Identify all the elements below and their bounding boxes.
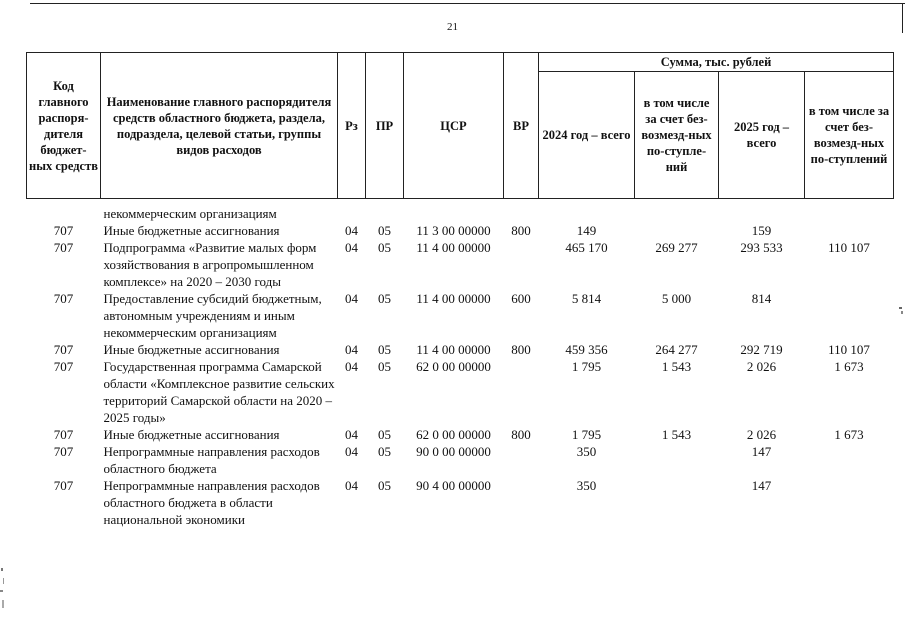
- cell-vr: 800: [511, 223, 531, 238]
- cell-2025-total: 147: [751, 478, 772, 493]
- table-row: [27, 205, 894, 222]
- cell-2024-free: 1 543: [661, 359, 692, 374]
- cell-2024-total: 149: [576, 223, 597, 238]
- cell-2024-free: 269 277: [655, 240, 698, 255]
- cell-csr: 90 0 00 00000: [416, 444, 491, 459]
- header-2024-free: в том числе за счет без-возмезд-ных по-ступле-ний: [635, 72, 719, 199]
- header-pr: ПР: [366, 53, 404, 199]
- cell-name: Иные бюджетные ассигнования: [103, 427, 280, 442]
- cell-2025-free: 1 673: [834, 359, 864, 374]
- cell-pr: [366, 205, 404, 222]
- cell-2025-total: 292 719: [740, 342, 783, 357]
- cell-code: 707: [53, 478, 74, 493]
- cell-csr: 62 0 00 00000: [416, 359, 491, 374]
- cell-rz: 04: [345, 291, 358, 306]
- cell-vr: [504, 239, 539, 290]
- cell-csr: 11 3 00 00000: [416, 223, 491, 238]
- cell-2024-total: [539, 205, 635, 222]
- table-row: [27, 358, 894, 426]
- table-row: [27, 222, 894, 239]
- cell-2025-free: [805, 443, 894, 477]
- budget-table: [26, 52, 894, 528]
- cell-2025-total: 2 026: [746, 427, 777, 442]
- header-vr: ВР: [504, 53, 539, 199]
- cell-vr: [504, 358, 539, 426]
- scan-speck-right: [897, 305, 905, 317]
- table-row: [27, 443, 894, 477]
- cell-code: 707: [53, 444, 74, 459]
- cell-name: Государственная программа Самарской области «Комплексное развитие сельских территорий Самарской области на 2020 – 2025 годы»: [103, 359, 335, 425]
- cell-2025-total: 293 533: [740, 240, 783, 255]
- cell-2024-free: [635, 443, 719, 477]
- cell-2024-total: 465 170: [565, 240, 608, 255]
- cell-rz: [338, 205, 366, 222]
- table-row: [27, 341, 894, 358]
- cell-name: Непрограммные направления расходов областного бюджета в области национальной экономики: [103, 478, 320, 527]
- cell-2025-total: 147: [751, 444, 772, 459]
- cell-2025-free: [805, 205, 894, 222]
- cell-2025-free: [805, 477, 894, 528]
- header-sum: Сумма, тыс. рублей: [539, 53, 894, 72]
- cell-2024-free: [635, 205, 719, 222]
- scan-specks-left: [0, 560, 8, 620]
- header-2025-free: в том числе за счет без-возмезд-ных по-ступлений: [805, 72, 894, 199]
- cell-2025-total: [719, 205, 805, 222]
- cell-2024-total: 1 795: [571, 427, 602, 442]
- cell-2025-free: [805, 222, 894, 239]
- cell-csr: 11 4 00 00000: [416, 240, 491, 255]
- header-2025-total: 2025 год – всего: [719, 72, 805, 199]
- cell-csr: 11 4 00 00000: [416, 342, 491, 357]
- cell-csr: [404, 205, 504, 222]
- cell-2025-total: 814: [751, 291, 772, 306]
- cell-code: 707: [53, 359, 74, 374]
- header-rz: Рз: [338, 53, 366, 199]
- cell-code: 707: [53, 240, 74, 255]
- cell-pr: 05: [378, 444, 391, 459]
- cell-2025-total: 2 026: [746, 359, 777, 374]
- cell-2024-total: 350: [576, 444, 597, 459]
- table-body: [27, 199, 894, 529]
- cell-pr: 05: [378, 342, 391, 357]
- header-code: Код главного распоря-дителя бюджет-ных средств: [27, 53, 101, 199]
- cell-2024-total: 1 795: [571, 359, 602, 374]
- cell-2024-total: 350: [576, 478, 597, 493]
- cell-rz: 04: [345, 444, 358, 459]
- cell-name: Предоставление субсидий бюджетным, автономным учреждениям и иным некоммерческим организациям: [103, 291, 322, 340]
- cell-2024-free: 5 000: [661, 291, 692, 306]
- table-row: [27, 477, 894, 528]
- cell-2024-free: 264 277: [655, 342, 698, 357]
- cell-2024-free: [635, 477, 719, 528]
- header-csr: ЦСР: [404, 53, 504, 199]
- cell-vr: [504, 205, 539, 222]
- cell-rz: 04: [345, 240, 358, 255]
- cell-vr: [504, 443, 539, 477]
- cell-rz: 04: [345, 223, 358, 238]
- cell-pr: 05: [378, 427, 391, 442]
- header-2024-total: 2024 год – всего: [539, 72, 635, 199]
- cell-vr: 800: [511, 342, 531, 357]
- cell-name: Иные бюджетные ассигнования: [103, 342, 280, 357]
- cell-2024-free: 1 543: [661, 427, 692, 442]
- cell-pr: 05: [378, 223, 391, 238]
- cell-2025-free: 1 673: [834, 427, 864, 442]
- cell-rz: 04: [345, 359, 358, 374]
- table-row: [27, 239, 894, 290]
- page-number: 21: [447, 21, 458, 33]
- cell-code: 707: [53, 342, 74, 357]
- cell-rz: 04: [345, 342, 358, 357]
- cell-pr: 05: [378, 359, 391, 374]
- cell-code: 707: [53, 427, 74, 442]
- cell-name: Непрограммные направления расходов областного бюджета: [103, 444, 320, 476]
- cell-2025-free: 110 107: [828, 342, 870, 357]
- top-border-line: [30, 3, 905, 4]
- cell-csr: 11 4 00 00000: [416, 291, 491, 306]
- cell-vr: 600: [511, 291, 531, 306]
- table-row: [27, 290, 894, 341]
- cell-code: 707: [53, 223, 74, 238]
- cell-rz: 04: [345, 427, 358, 442]
- cell-rz: 04: [345, 478, 358, 493]
- cell-2025-total: 159: [751, 223, 772, 238]
- cell-vr: [504, 477, 539, 528]
- cell-name: некоммерческим организациям: [103, 206, 277, 221]
- cell-2024-total: 5 814: [571, 291, 602, 306]
- cell-2025-free: 110 107: [828, 240, 870, 255]
- cell-2024-free: [635, 222, 719, 239]
- header-name: Наименование главного распорядителя средств областного бюджета, раздела, подраздела, целевой статьи, группы видов расходов: [101, 53, 338, 199]
- cell-code: [27, 205, 101, 222]
- cell-code: 707: [53, 291, 74, 306]
- cell-vr: 800: [511, 427, 531, 442]
- cell-pr: 05: [378, 478, 391, 493]
- cell-csr: 90 4 00 00000: [416, 478, 491, 493]
- cell-csr: 62 0 00 00000: [416, 427, 491, 442]
- table-row: [27, 426, 894, 443]
- cell-2024-total: 459 356: [565, 342, 608, 357]
- cell-pr: 05: [378, 291, 391, 306]
- cell-name: Иные бюджетные ассигнования: [103, 223, 280, 238]
- cell-pr: 05: [378, 240, 391, 255]
- cell-name: Подпрограмма «Развитие малых форм хозяйствования в агропромышленном комплексе» на 2020 – 2030 годы: [103, 240, 317, 289]
- cell-2025-free: [805, 290, 894, 341]
